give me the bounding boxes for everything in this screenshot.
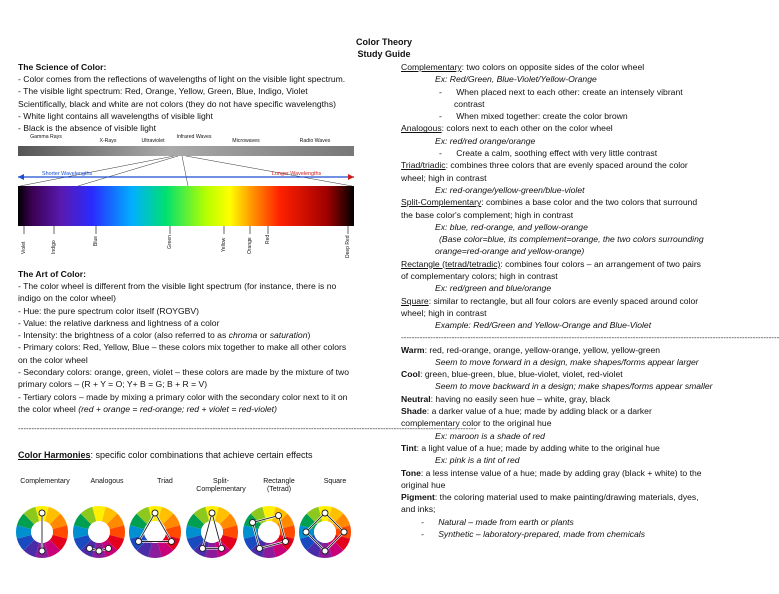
harmony-dot: [276, 513, 282, 519]
page-title: Color Theory: [355, 37, 412, 47]
bullet: - Natural – made from earth or plants: [421, 516, 574, 527]
art-line: [18, 391, 349, 403]
harmony-dot: [106, 545, 112, 551]
band-radio: Radio Waves: [299, 138, 331, 144]
desc-cont: wheel; high in contrast: [401, 172, 487, 183]
art-line: [18, 378, 349, 390]
bullet: - When placed next to each other: create an intensely vibrant: [439, 86, 683, 97]
harmony-dot: [39, 510, 45, 516]
bullet-text: Natural – made from earth or plants: [438, 516, 574, 527]
desc-cont: the base color's complement; high in contrast: [401, 209, 574, 220]
desc-cont: wheel; high in contrast: [401, 307, 487, 318]
example-cont: orange=red-orange and yellow-orange): [435, 246, 585, 257]
science-line: - Color comes from the reflections of wavelengths of light on the visible light spectrum.: [18, 74, 346, 84]
desc: : two colors on opposite sides of the color wheel: [461, 62, 645, 72]
left-divider: ----------------------------------------------------------------------------------------------------------------------------------------------------------------------------: [18, 424, 477, 433]
desc: : green, blue-green, blue, blue-violet, violet, red-violet: [420, 369, 623, 380]
harmonies-heading: [18, 450, 312, 460]
wheel-center: [314, 521, 336, 543]
example: Ex: maroon is a shade of red: [435, 430, 545, 441]
band-gamma: Gamma Rays: [30, 134, 62, 140]
harmony-dot: [200, 545, 206, 551]
desc-cont: original hue: [401, 479, 446, 490]
harmony-dot: [257, 545, 263, 551]
art-title: The Art of Color:: [18, 269, 86, 279]
science-title: The Science of Color:: [18, 62, 107, 72]
wl-blue: Blue: [93, 235, 99, 246]
art-line: [18, 292, 349, 304]
art-text: or: [257, 330, 270, 341]
desc: : similar to rectangle, but all four colors are evenly spaced around color: [428, 295, 699, 306]
bullet-cont: contrast: [454, 98, 485, 109]
band-infrared: Infrared Waves: [176, 134, 212, 140]
term-shade: Shade: [401, 406, 427, 417]
wl-deep-red: Deep Red: [345, 235, 351, 258]
art-line: [18, 329, 349, 341]
art-line: [18, 354, 349, 366]
term-rectangle: Rectangle (tetrad/tetradic): [401, 258, 501, 269]
desc-cont: and inks;: [401, 504, 436, 515]
sub-desc: Seem to move forward in a design, make shapes/forms appear larger: [435, 356, 699, 367]
example: Ex: red/green and blue/orange: [435, 283, 552, 294]
art-italic: (red + orange = red-orange; red + violet = red-violet): [78, 403, 277, 414]
example: Ex: pink is a tint of red: [435, 455, 520, 466]
wl-indigo: Indigo: [51, 240, 57, 254]
science-line: - White light contains all wavelengths of visible light: [18, 110, 213, 121]
example-cont: (Base color=blue, its complement=orange, the two colors surrounding: [439, 234, 704, 245]
art-text: - Intensity: the brightness of a color (also referred to as: [18, 330, 229, 341]
shorter-wavelengths-label: Shorter Wavelengths: [42, 171, 93, 177]
wheel-label-triad: Triad: [157, 478, 173, 485]
example: Example: Red/Green and Yellow-Orange and Blue-Violet: [435, 320, 652, 331]
harmony-dot: [250, 520, 256, 526]
wheel-center: [88, 521, 110, 543]
desc: : a darker value of a hue; made by adding black or a darker: [426, 406, 652, 417]
art-italic: saturation: [269, 330, 308, 341]
term-triad: Triad/triadic: [401, 160, 446, 171]
wheel-label-analogous: Analogous: [90, 478, 124, 485]
art-text: on the color wheel: [18, 354, 88, 365]
longer-wavelengths-label: Longer Wavelengths: [272, 171, 322, 177]
example: Ex: Red/Green, Blue-Violet/Yellow-Orange: [435, 74, 597, 85]
spectrum-graphic: [18, 134, 354, 264]
right-divider: ----------------------------------------------------------------------------------------------------------------------------------------------: [401, 332, 779, 342]
band-microwaves: Microwaves: [232, 138, 260, 144]
color-wheel-square: [299, 506, 351, 558]
example: Ex: blue, red-orange, and yellow-orange: [435, 221, 588, 232]
right-column: [401, 61, 779, 540]
color-wheel-analogous: [73, 506, 125, 558]
wheel-label-rectangle: Rectangle (Tetrad): [263, 478, 295, 493]
art-line: [18, 341, 349, 353]
wl-yellow: Yellow: [221, 237, 227, 252]
science-line: - The visible light spectrum: Red, Orange, Yellow, Green, Blue, Indigo, Violet: [18, 86, 308, 97]
art-line: [18, 403, 349, 415]
desc: : a less intense value of a hue; made by adding gray (black + white) to the: [420, 467, 702, 478]
harmony-dot: [341, 529, 347, 535]
art-line: [18, 366, 349, 378]
band-xrays: X-Rays: [99, 138, 117, 144]
term-analogous: Analogous: [401, 123, 442, 134]
art-text: the color wheel: [18, 403, 79, 414]
art-line: [18, 280, 349, 292]
wl-orange: Orange: [247, 237, 253, 254]
art-text: - Tertiary colors – made by mixing a primary color with the secondary color next to it on: [18, 391, 348, 402]
color-wheels: [16, 496, 366, 566]
art-text: - Hue: the pure spectrum color itself (ROYGBV): [18, 305, 200, 316]
harmony-dot: [219, 545, 225, 551]
wheel-label-split: Split- Complementary: [196, 478, 246, 493]
color-wheels-graphic: [16, 496, 366, 566]
bullet: - When mixed together: create the color brown: [439, 111, 628, 122]
art-text: - The color wheel is different from the visible light spectrum (for instance, there is no: [18, 281, 337, 291]
example: Ex: red-orange/yellow-green/blue-violet: [435, 184, 585, 195]
harmonies-title: Color Harmonies: [18, 450, 91, 460]
term-tone: Tone: [401, 467, 421, 478]
color-wheel-split: [186, 506, 238, 558]
art-text: primary colors – (R + Y = O; Y+ B = G; B + R = V): [18, 379, 208, 390]
desc: : combines four colors – an arrangement of two pairs: [500, 258, 701, 269]
bullet: - Synthetic – laboratory-prepared, made from chemicals: [421, 528, 646, 539]
color-wheel-triad: [129, 506, 181, 558]
bullet-text: When mixed together: create the color brown: [456, 111, 628, 122]
bullet-text: Synthetic – laboratory-prepared, made from chemicals: [438, 528, 646, 539]
wl-red: Red: [265, 234, 271, 244]
desc: : having no easily seen hue – white, gray, black: [430, 393, 611, 404]
desc: : the coloring material used to make painting/drawing materials, dyes,: [434, 492, 699, 503]
term-cool: Cool: [401, 369, 421, 380]
science-list: [18, 73, 345, 134]
wheel-label-square: Square: [323, 478, 347, 485]
harmony-dot: [168, 539, 174, 545]
harmony-dot: [39, 548, 45, 554]
term-split: Split-Complementary: [401, 197, 482, 208]
harmony-dot: [303, 529, 309, 535]
desc: : combines three colors that are evenly spaced around the color: [445, 160, 688, 171]
art-list: [18, 280, 349, 415]
spectrum-diagram: [18, 134, 354, 264]
wheel-label-complementary: Complementary: [20, 478, 70, 485]
harmony-dot: [136, 539, 142, 545]
harmony-dot: [96, 548, 102, 554]
term-square: Square: [401, 295, 429, 306]
art-line: [18, 317, 349, 329]
sub-desc: Seem to move backward in a design; make shapes/forms appear smaller: [435, 381, 713, 392]
desc: : combines a base color and the two colors that surround: [481, 197, 698, 208]
term-tint: Tint: [401, 442, 417, 453]
desc: : a light value of a hue; made by adding white to the original hue: [416, 442, 660, 453]
harmonies-desc: : specific color combinations that achieve certain effects: [90, 450, 313, 460]
example: Ex: red/red orange/orange: [435, 135, 536, 146]
bullet-text: Create a calm, soothing effect with very little contrast: [456, 148, 658, 159]
art-text: - Value: the relative darkness and lightness of a color: [18, 317, 220, 328]
art-text: - Primary colors: Red, Yellow, Blue – these colors mix together to make all other colors: [18, 342, 347, 353]
art-text: indigo on the color wheel): [18, 293, 116, 304]
science-line: - Black is the absence of visible light: [18, 123, 157, 134]
harmony-dot: [322, 510, 328, 516]
art-line: [18, 305, 349, 317]
desc-cont: complementary color to the original hue: [401, 418, 552, 429]
color-wheel-rectangle: [243, 506, 295, 558]
color-wheel-complementary: [16, 506, 68, 558]
art-italic: chroma: [228, 330, 258, 341]
term-complementary: Complementary: [401, 62, 462, 72]
harmony-dot: [87, 545, 93, 551]
desc-cont: of complementary colors; high in contrast: [401, 271, 558, 282]
bullet: - Create a calm, soothing effect with very little contrast: [439, 148, 658, 159]
wl-violet: Violet: [21, 241, 27, 254]
desc: : colors next to each other on the color wheel: [441, 123, 613, 134]
term-pigment: Pigment: [401, 492, 435, 503]
harmony-dot: [282, 539, 288, 545]
harmony-dot: [322, 548, 328, 554]
science-line: Scientifically, black and white are not colors (they do not have specific wavelengths): [18, 98, 336, 109]
band-ultraviolet: Ultraviolet: [141, 138, 165, 144]
wl-green: Green: [167, 235, 173, 249]
harmony-dot: [152, 510, 158, 516]
art-text: - Secondary colors: orange, green, violet – these colors are made by the mixture of two: [18, 367, 350, 378]
harmony-dot: [209, 510, 215, 516]
term-neutral: Neutral: [401, 393, 431, 404]
term-warm: Warm: [401, 344, 425, 355]
bullet-text: When placed next to each other: create an intensely vibrant: [456, 86, 683, 97]
page-subtitle: Study Guide: [357, 49, 411, 59]
wheel-center: [258, 521, 280, 543]
art-text: ): [307, 330, 311, 341]
desc: : red, red-orange, orange, yellow-orange, yellow, yellow-green: [424, 344, 661, 355]
